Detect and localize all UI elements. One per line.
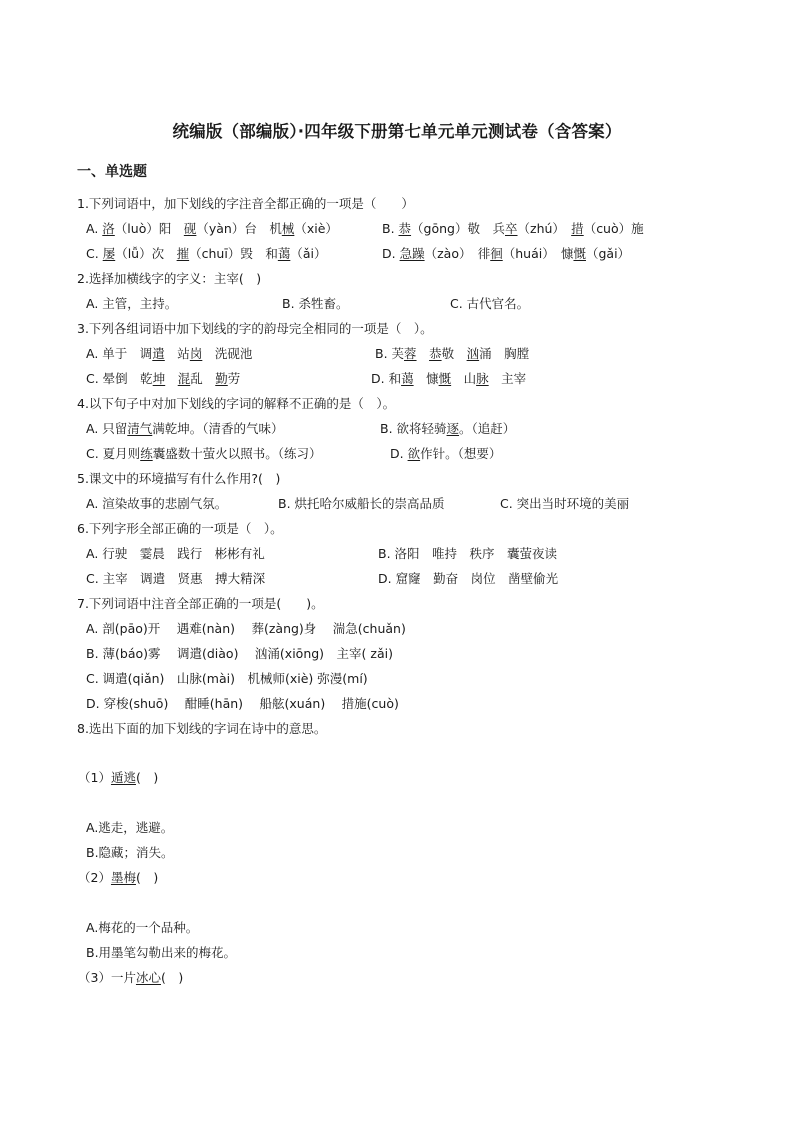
sub-question-1: （1）遁逃( ) — [78, 770, 159, 785]
sub-question-1-option-a[interactable]: A.逃走，逃避。 — [86, 820, 174, 835]
option-b[interactable]: B. 洛阳 唯持 秩序 囊萤夜读 — [378, 546, 558, 561]
question-5-stem: 5.课文中的环境描写有什么作用?( ) — [77, 471, 281, 486]
sub-question-2-option-b[interactable]: B.用墨笔勾勒出来的梅花。 — [86, 945, 237, 960]
section-heading: 一、单选题 — [77, 164, 147, 180]
option-d[interactable]: D. 穿梭(shuō) 酣睡(hān) 船舷(xuán) 措施(cuò) — [86, 696, 399, 711]
option-a[interactable]: A. 单于 调遣 站岗 洗砚池 — [86, 346, 253, 361]
question-6-stem: 6.下列字形全部正确的一项是（ ）。 — [77, 521, 283, 536]
option-b[interactable]: B. 芙蓉 恭敬 汹涌 胸膛 — [375, 346, 530, 361]
option-a[interactable]: A. 主管，主持。 — [86, 296, 178, 311]
option-c[interactable]: C. 调遣(qiǎn) 山脉(mài) 机械师(xiè) 弥漫(mí) — [86, 671, 368, 686]
option-c[interactable]: C. 屡（lǚ）次 摧（chuī）毁 和蔼（ǎi） — [86, 246, 327, 261]
question-8-stem: 8.选出下面的加下划线的字词在诗中的意思。 — [77, 721, 327, 736]
option-c[interactable]: C. 突出当时环境的美丽 — [500, 496, 630, 511]
question-4-stem: 4.以下句子中对加下划线的字词的解释不正确的是（ ）。 — [77, 396, 396, 411]
option-a[interactable]: A. 行驶 霎晨 践行 彬彬有礼 — [86, 546, 265, 561]
option-b[interactable]: B. 恭（gōng）敬 兵卒（zhú） 措（cuò）施 — [382, 221, 644, 236]
option-d[interactable]: D. 窟窿 勤奋 岗位 凿壁偷光 — [378, 571, 559, 586]
option-c[interactable]: C. 古代官名。 — [450, 296, 530, 311]
option-c[interactable]: C. 晕倒 乾坤 混乱 勤劳 — [86, 371, 241, 386]
question-7-stem: 7.下列词语中注音全部正确的一项是( )。 — [77, 596, 324, 611]
option-b[interactable]: B. 欲将轻骑逐。（追赶） — [380, 421, 516, 436]
sub-question-3: （3）一片冰心( ) — [78, 970, 184, 985]
option-a[interactable]: A. 渲染故事的悲剧气氛。 — [86, 496, 228, 511]
option-a[interactable]: A. 剖(pāo)开 遇难(nàn) 葬(zàng)身 湍急(chuǎn) — [86, 621, 406, 636]
question-2-stem: 2.选择加横线字的字义：主宰( ) — [77, 271, 262, 286]
question-1-stem: 1.下列词语中，加下划线的字注音全都正确的一项是（ ） — [77, 196, 414, 211]
option-c[interactable]: C. 夏月则练囊盛数十萤火以照书。（练习） — [86, 446, 322, 461]
option-d[interactable]: D. 欲作针。（想要） — [390, 446, 502, 461]
option-b[interactable]: B. 薄(báo)雾 调遣(diào) 汹涌(xiōng) 主宰( zǎi) — [86, 646, 393, 661]
question-3-stem: 3.下列各组词语中加下划线的字的韵母完全相同的一项是（ ）。 — [77, 321, 433, 336]
sub-question-1-option-b[interactable]: B.隐藏；消失。 — [86, 845, 174, 860]
option-d[interactable]: D. 和蔼 慷慨 山脉 主宰 — [371, 371, 527, 386]
page-title: 统编版（部编版）·四年级下册第七单元单元测试卷（含答案） — [172, 122, 622, 141]
option-b[interactable]: B. 杀牲畜。 — [282, 296, 349, 311]
option-b[interactable]: B. 烘托哈尔威船长的崇高品质 — [278, 496, 445, 511]
option-d[interactable]: D. 急躁（zào） 徘徊（huái） 慷慨（gǎi） — [382, 246, 631, 261]
sub-question-2: （2）墨梅( ) — [78, 870, 159, 885]
option-c[interactable]: C. 主宰 调遣 贤惠 搏大精深 — [86, 571, 266, 586]
option-a[interactable]: A. 只留清气满乾坤。（清香的气味） — [86, 421, 284, 436]
sub-question-2-option-a[interactable]: A.梅花的一个品种。 — [86, 920, 199, 935]
option-a[interactable]: A. 洛（luò）阳 砚（yàn）台 机械（xiè） — [86, 221, 338, 236]
